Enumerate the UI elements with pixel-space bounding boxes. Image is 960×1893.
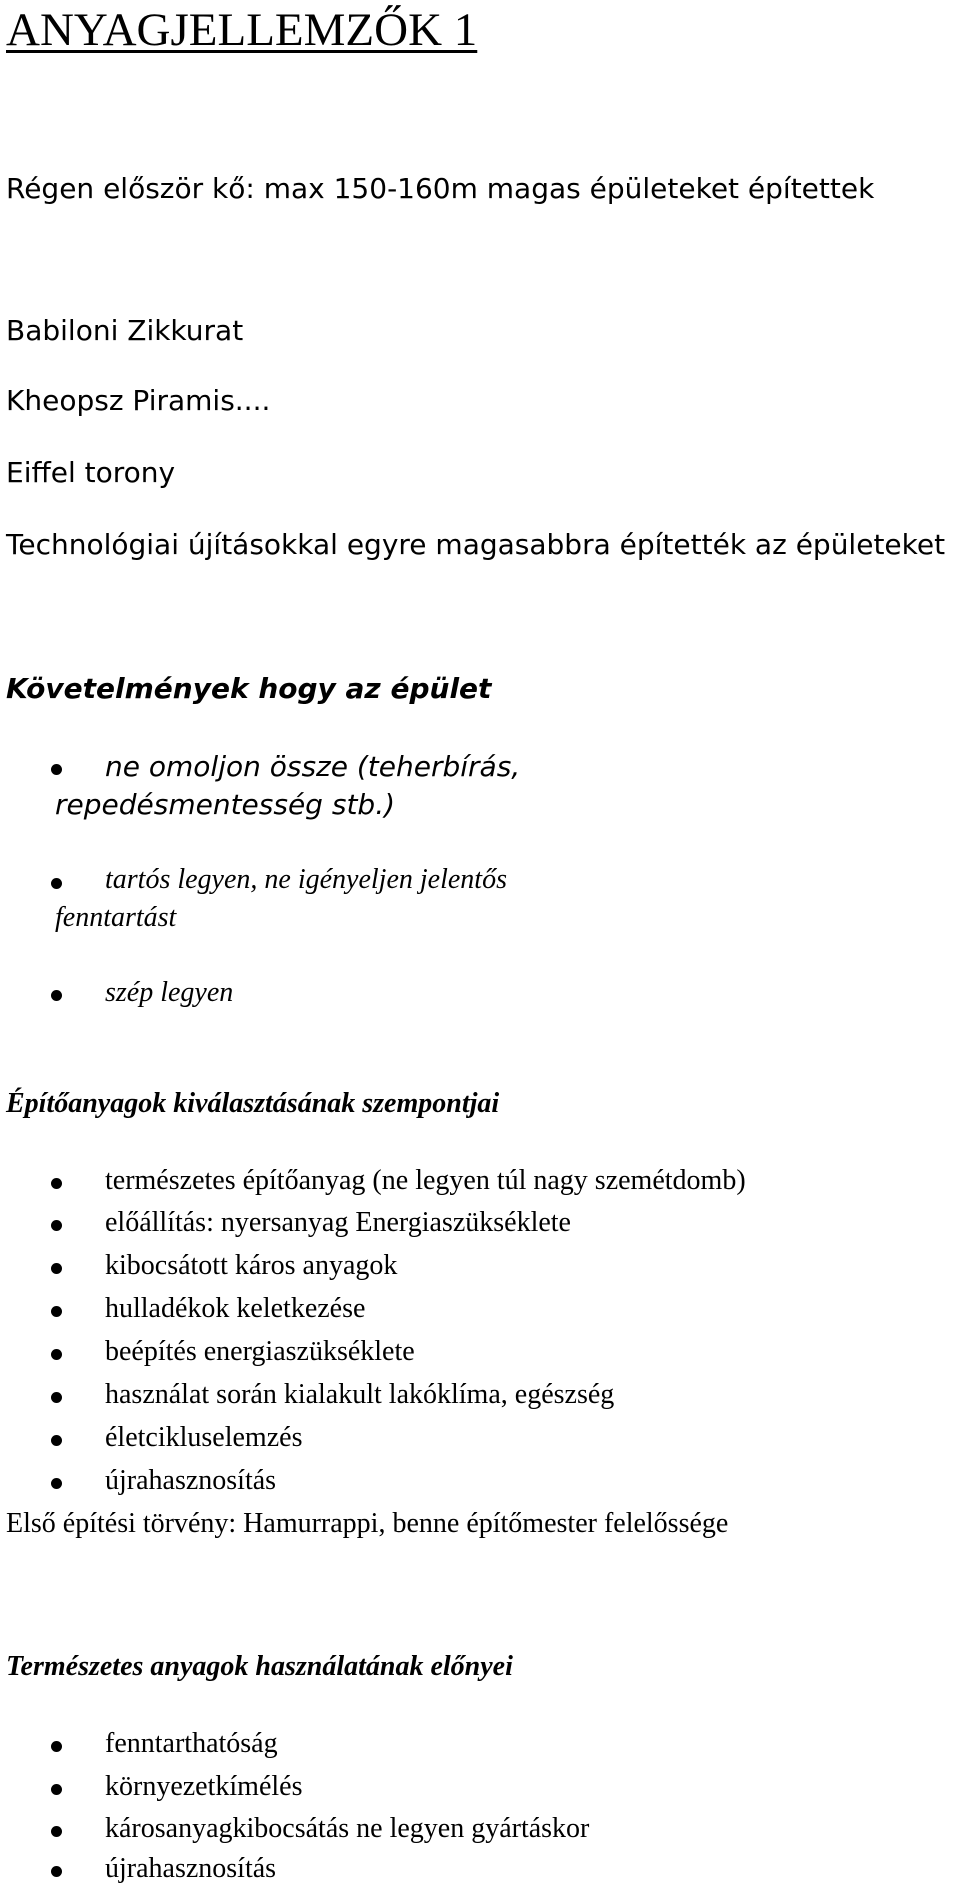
bullet-icon bbox=[51, 1349, 62, 1360]
list-item-text: természetes építőanyag (ne legyen túl nagy szemétdomb) bbox=[105, 1165, 746, 1196]
list-item-text: előállítás: nyersanyag Energiaszükséklete bbox=[105, 1207, 571, 1238]
list-item-text: károsanyagkibocsátás ne legyen gyártáskor bbox=[105, 1813, 590, 1844]
bullet-icon bbox=[51, 1306, 62, 1317]
list-item-text: ne omoljon össze (teherbírás, bbox=[105, 750, 521, 783]
requirements-heading: Követelmények hogy az épület bbox=[6, 672, 492, 705]
list-item-text: kibocsátott káros anyagok bbox=[105, 1250, 398, 1281]
bullet-icon bbox=[51, 1392, 62, 1403]
bullet-icon bbox=[51, 1784, 62, 1795]
law-line: Első építési törvény: Hamurrappi, benne építőmester felelőssége bbox=[6, 1508, 729, 1539]
list-item-text-continued: repedésmentesség stb.) bbox=[55, 788, 396, 821]
page-title: ANYAGJELLEMZŐK 1 bbox=[6, 4, 478, 56]
intro-line: Régen először kő: max 150-160m magas épületeket építettek bbox=[6, 172, 875, 205]
list-item-text: beépítés energiaszükséklete bbox=[105, 1336, 415, 1367]
list-item-text: újrahasznosítás bbox=[105, 1465, 277, 1496]
list-item-text-continued: fenntartást bbox=[55, 902, 177, 933]
bullet-icon bbox=[51, 1178, 62, 1189]
bullet-icon bbox=[51, 1263, 62, 1274]
bullet-icon bbox=[51, 1866, 62, 1877]
list-item-text: újrahasznosítás bbox=[105, 1853, 277, 1884]
intro-line: Eiffel torony bbox=[6, 456, 176, 489]
bullet-icon bbox=[51, 1435, 62, 1446]
bullet-icon bbox=[51, 1826, 62, 1837]
bullet-icon bbox=[51, 878, 62, 889]
list-item-text: hulladékok keletkezése bbox=[105, 1293, 366, 1324]
bullet-icon bbox=[51, 764, 62, 775]
list-item-text: környezetkímélés bbox=[105, 1771, 303, 1802]
selection-heading: Építőanyagok kiválasztásának szempontjai bbox=[6, 1088, 500, 1119]
list-item-text: szép legyen bbox=[105, 977, 234, 1008]
bullet-icon bbox=[51, 990, 62, 1001]
bullet-icon bbox=[51, 1220, 62, 1231]
list-item-text: tartós legyen, ne igényeljen jelentős bbox=[105, 864, 507, 895]
bullet-icon bbox=[51, 1478, 62, 1489]
bullet-icon bbox=[51, 1741, 62, 1752]
intro-line: Kheopsz Piramis.... bbox=[6, 384, 271, 417]
list-item-text: fenntarthatóság bbox=[105, 1728, 278, 1759]
advantages-heading: Természetes anyagok használatának előnyei bbox=[6, 1651, 513, 1682]
intro-line: Babiloni Zikkurat bbox=[6, 314, 244, 347]
list-item-text: használat során kialakult lakóklíma, egészség bbox=[105, 1379, 615, 1410]
intro-line: Technológiai újításokkal egyre magasabbra építették az épületeket bbox=[6, 528, 946, 561]
list-item-text: életcikluselemzés bbox=[105, 1422, 303, 1453]
